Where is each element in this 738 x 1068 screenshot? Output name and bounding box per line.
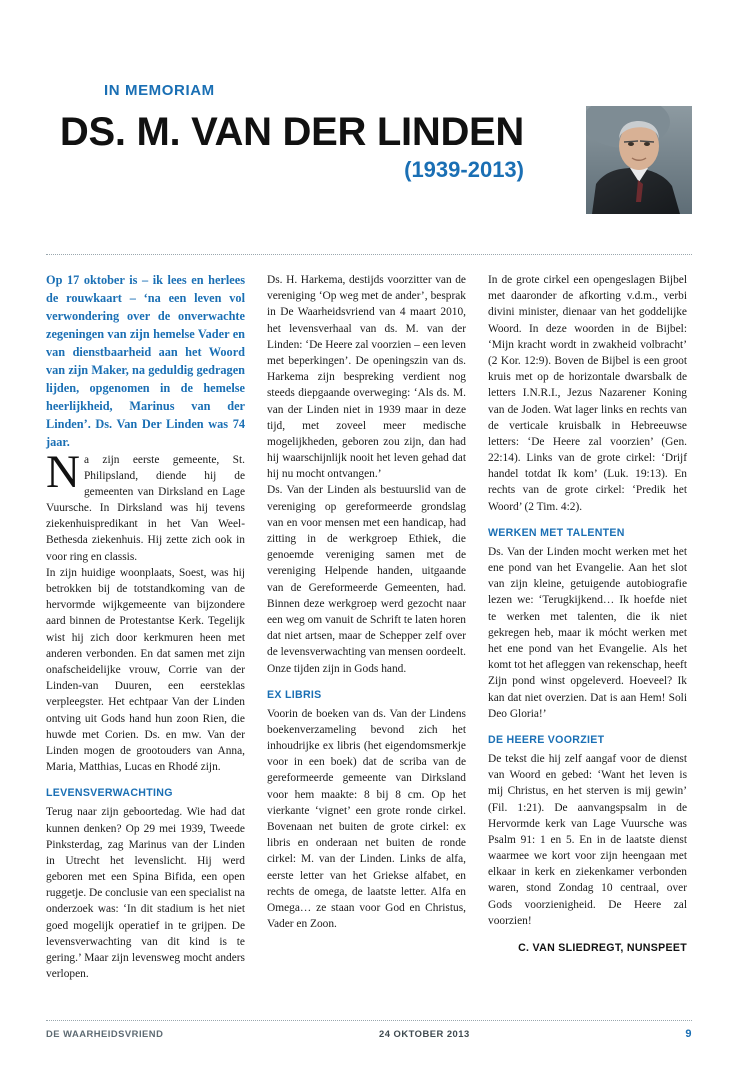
paragraph-text: a zijn eerste gemeente, St. Philipsland, diende hij de gemeenten van Dirksland en Lage Vuursche. In Dirksland was hij tevens ziekenhuispredikant in het Van Weel-Bethesda ziekenhuis. Hij zette zich ook in voor ring en classis. [46,453,245,563]
footer-date: 24 OKTOBER 2013 [379,1028,470,1039]
paragraph: Ds. Van der Linden als bestuurslid van de vereniging op gereformeerde grondslag van en voor mensen met een handicap, had zitting in de werkgroep Ethiek, die genoemde vereniging samen met de vereniging Helpende handen, uitgaande van de Gereformeerde Gemeenten, had. Binnen deze werkgroep werd gezocht naar een weg om vanuit de Schrift te laten horen dat niet artsen, maar de Schepper zelf over de levensverwachting van mensen oordeelt. Onze tijden zijn in Gods hand. [267,484,466,675]
page-title: DS. M. VAN DER LINDEN [59,110,524,154]
drop-cap: N [46,445,80,498]
column-1 [46,272,245,982]
lede-paragraph: Op 17 oktober is – ik lees en herlees de rouwkaart – ‘na een leven vol verwondering over de onverwachte zegeningen van zijn hemelse Vader en van dienstbaarheid aan het Woord van zijn Maker, na geduldig gedragen lijden, opgenomen in de hemelse heerlijkheid, Marinus van der Linden’. Ds. Van Der Linden was 74 jaar. [46,273,245,449]
subhead-werken-met-talenten: WERKEN MET TALENTEN [488,526,625,539]
paragraph: In zijn huidige woonplaats, Soest, was hij betrokken bij de totstandkoming van de hervormde wijkgemeente van bijzondere aard binnen de Protestantse Kerk. Tegelijk wist hij zich door kerkmuren heen met anderen verbonden. En dat samen met zijn onafscheidelijke vrouw, Corrie van der Linden-van Duuren, een eersteklas verpleegster. Het echtpaar Van der Linden ontving uit Gods hand hun zoon Rien, die huwde met Corien. Ds. en mw. Van der Linden mogen de grootouders van Anna, Maria, Matthias, Lucas en Rhodé zijn. [46,566,245,774]
subhead-ex-libris: EX LIBRIS [267,688,322,701]
paragraph [46,445,245,565]
paragraph: Terug naar zijn geboortedag. Wie had dat kunnen denken? Op 29 mei 1939, Tweede Pinksterdag, zag Marinus van der Linden in Utrecht het levenslicht. Hij werd geboren met een Spina Bifida, een open ruggetje. De conclusie van een specialist na onderzoek was: ‘In dit stadium is het niet goed mogelijk operatief in te grijpen. De levensverwachting van dit kind is te gering.’ Maar zijn levensweg mocht anders verlopen. [46,806,245,981]
column-2 [267,272,466,982]
subhead-de-heere-voorziet: DE HEERE VOORZIET [488,733,605,746]
header-divider [46,254,692,256]
portrait-photo [586,106,692,214]
article-header [46,82,692,232]
footer-divider [46,1020,692,1021]
paragraph: Voorin de boeken van ds. Van der Lindens boekenverzameling bevond zich het inhoudrijke ex libris (het eigendomsmerkje voor in een boek) dat de scriba van de gereformeerde gemeente van Dirksland voor hem maakte: 8 bij 8 cm. Op het vierkante ‘vignet’ een grote ronde cirkel. Bovenaan net buiten de grote cirkel: ex libris en onderaan net buiten de ronde cirkel: M. van der Linden. Links de alfa, eerste letter van het Griekse alfabet, en rechts de omega, de laatste letter. Alfa en Omega… ze staan voor God en Christus, Vader en Zoon. [267,707,466,931]
page-number: 9 [685,1028,692,1040]
paragraph: Ds. Van der Linden mocht werken met het ene pond van het Evangelie. Aan het slot van zijn kleine, getuigende autobiografie lezen we: ‘Terugkijkend… Ik hoefde niet te werken met talenten, die ik niet gekregen heb, maar ik mócht werken met het ene pond van het Evangelie. Als het komt tot het afleggen van rekenschap, heeft Zijn pond winst opgeleverd. Hoeveel? Ik kan dat niet overzien. Dat is aan Hem! Soli Deo Gloria!’ [488,545,687,720]
article-body [46,272,692,982]
kicker-in-memoriam: IN MEMORIAM [104,82,215,99]
column-3 [488,272,687,982]
footer-publication: DE WAARHEIDSVRIEND [46,1028,164,1039]
life-years: (1939-2013) [404,157,524,182]
paragraph: Ds. H. Harkema, destijds voorzitter van de vereniging ‘Op weg met de ander’, besprak in De Waarheidsvriend van 4 maart 2010, het levensverhaal van ds. M. van der Linden: ‘De Heere zal voorzien – een leven met beperkingen’. De openingszin van ds. Harkema zijn bespreking verdient nog steeds diepgaande overweging: ‘Als ds. M. van der Linden niet in 1939 maar in deze tijd, met zoveel meer medische mogelijkheden, geboren zou zijn, dan had hij waarschijnlijk nooit het leven gehad dat hij nu mocht ontvangen.’ [267,274,466,481]
paragraph: De tekst die hij zelf aangaf voor de dienst van Woord en gebed: ‘Want het leven is mij Christus, en het sterven is mij gewin’ (Fil. 1:21). De aanvangspsalm in de Hervormde kerk van Lage Vuursche was Psalm 91: 1 en 5. En in de laatste dienst waarmee we kort voor zijn heengaan met elkaar in kerk en ziekenkamer verbonden waren, stond Zondag 10 centraal, over Gods voorzienigheid. De Heere zal voorzien! [488,752,687,927]
paragraph: In de grote cirkel een opengeslagen Bijbel met daaronder de afkorting v.d.m., verbi divini minister, dienaar van het goddelijke Woord. In deze woorden in de Bijbel: ‘Mijn kracht wordt in zwakheid volbracht’ (2 Kor. 12:9). Boven de Bijbel is een groot kruis met op de horizontale dwarsbalk de letters I.N.R.I., Jezus Nazarener Koning van de Joden. Wat lager links en rechts van de verticale kruisbalk in Hebreeuwse letters: ‘De Heere zal voorzien’ (Gen. 22:14). Links van de grote cirkel: ‘Drijf handel totdat Ik kom’ (Luk. 19:13). En rechts van de grote cirkel: ‘Predik het Woord’ (2 Tim. 4:2). [488,274,687,513]
page-footer [46,1020,692,1040]
author-signature: C. VAN SLIEDREGT, NUNSPEET [518,942,687,954]
subhead-levensverwachting: LEVENSVERWACHTING [46,787,173,800]
